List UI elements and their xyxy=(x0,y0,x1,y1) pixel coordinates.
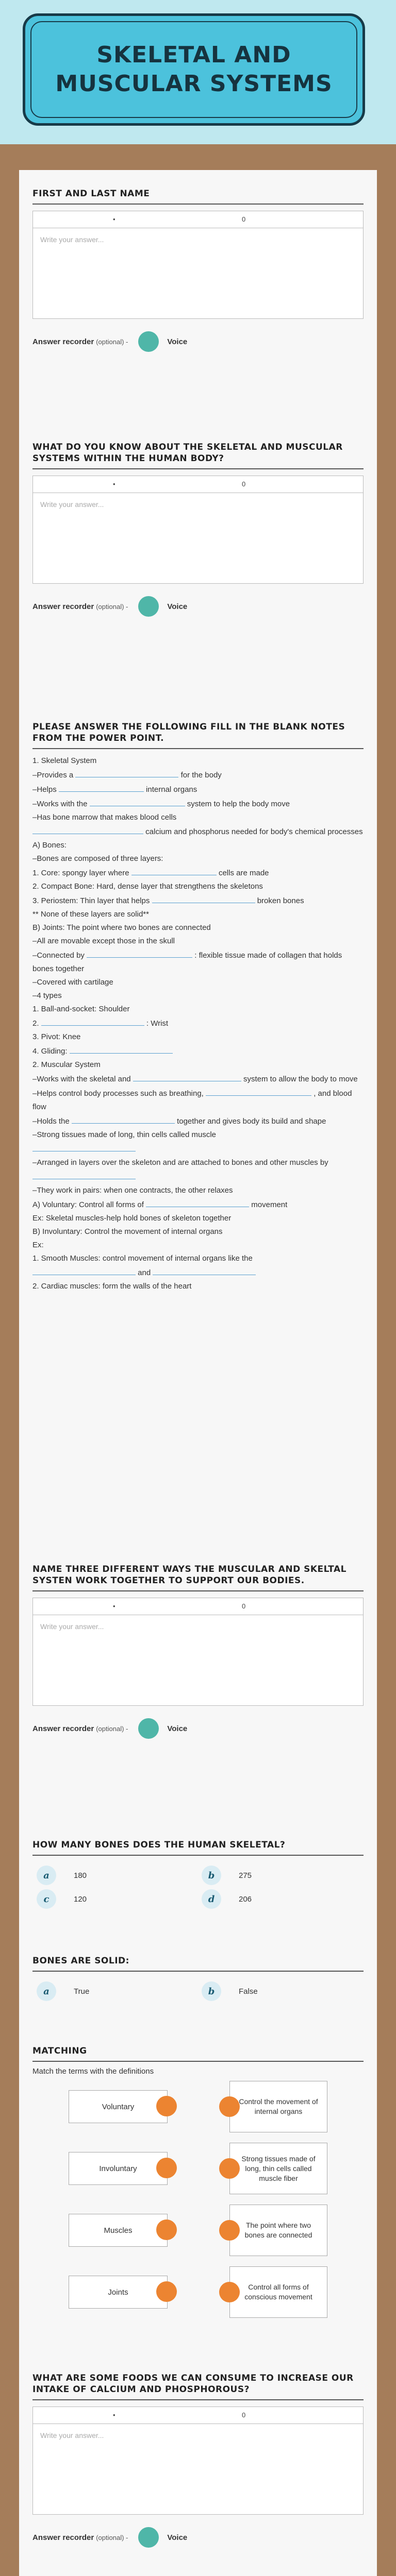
matching-instruction: Match the terms with the definitions xyxy=(32,2067,154,2076)
answer-textarea[interactable] xyxy=(32,2424,364,2515)
recorder-voice-label: Voice xyxy=(167,337,188,346)
answer-toolbar[interactable] xyxy=(32,211,364,228)
fill-blank[interactable] xyxy=(32,1142,136,1151)
fill-blank[interactable] xyxy=(70,1044,173,1054)
fill-blank[interactable] xyxy=(72,1114,175,1124)
notes-line: 2. Compact Bone: Hard, dense layer that strengthens the skeletons xyxy=(32,882,263,891)
recorder-label: Answer recorder xyxy=(32,1724,94,1733)
question-title: WHAT ARE SOME FOODS WE CAN CONSUME TO INCREASE OUR INTAKE OF CALCIUM AND PHOSPHOROUS? xyxy=(32,2372,364,2400)
recorder-voice-label: Voice xyxy=(167,602,188,611)
fill-blank[interactable] xyxy=(87,948,192,958)
question-fill-in-notes xyxy=(32,721,364,1293)
match-handle[interactable] xyxy=(156,2158,177,2178)
option-c[interactable]: c 120 xyxy=(32,1889,197,1909)
recorder-optional: (optional) - xyxy=(96,1724,128,1733)
answer-toolbar[interactable] xyxy=(32,476,364,493)
fill-blank[interactable] xyxy=(59,782,144,792)
notes-line: 3. Pivot: Knee xyxy=(32,1032,81,1041)
notes-body: 1. Skeletal System –Provides a for the body –Helps internal organs –Works with the system to help the body move –Has bone marrow that makes blood cells calcium and phosphorus needed for body's chemical processes A) Bones: –Bones are composed of three layers: 1. Core: spongy layer where cells are made 2. Compact Bone: Hard, dense layer that strengthens the skeletons 3. Periostem: Thin layer that helps broken bones ** None of these layers are solid** B) Joints: The point where two bones are connected –All are movable except those in the skull –Connected by : flexible tissue made of collagen that holds bones together –Covered with cartilage –4 types 1. Ball-and-socket: Shoulder 2. : Wrist 3. Pivot: Knee 4. Gliding: 2. Muscular System –Works with the skeletal and system to allow the body to move –Helps control body processes such as breathing, , and blood flow –Holds the together and gives body its build and shape –Strong tissues made of long, thin cells called muscle –Arranged in layers over the skeleton and are attached to bones and other muscles by –They work in pairs: when one contracts, the other relaxes A) Voluntary: Control all forms of movement Ex: Skeletal muscles-help hold bones of skeleton together B) Involuntary: Control the movement of internal organs Ex: 1. Smooth Muscles: control movement of internal organs like the and 2. Cardiac muscles: form the walls of the heart xyxy=(32,756,363,1291)
notes-line: –Helps xyxy=(32,785,57,794)
notes-line: 1. Skeletal System xyxy=(32,756,97,765)
voice-record-button[interactable] xyxy=(138,331,159,352)
question-work-together xyxy=(32,1564,364,1740)
question-first-last-name xyxy=(32,188,364,353)
match-handle[interactable] xyxy=(156,2219,177,2240)
matching-board xyxy=(32,2081,364,2318)
fill-blank[interactable] xyxy=(153,1265,256,1275)
question-foods-calcium xyxy=(32,2372,364,2549)
answer-placeholder: Write your answer... xyxy=(40,235,104,244)
toolbar-bullet[interactable]: • xyxy=(113,215,116,223)
notes-line: –Bones are composed of three layers: xyxy=(32,854,163,863)
notes-line: –They work in pairs: when one contracts, the other relaxes xyxy=(32,1186,233,1195)
notes-line: –All are movable except those in the skull xyxy=(32,937,175,945)
notes-line: –Arranged in layers over the skeleton and are attached to bones and other muscles by xyxy=(32,1158,328,1167)
question-title: MATCHING xyxy=(32,2045,364,2062)
fill-blank[interactable] xyxy=(32,1170,136,1179)
match-term[interactable]: Joints xyxy=(69,2276,168,2309)
notes-line: 3. Periostem: Thin layer that helps xyxy=(32,896,150,905)
notes-line: 2. xyxy=(32,1019,39,1028)
recorder-voice-label: Voice xyxy=(167,2533,188,2542)
option-a[interactable]: a 180 xyxy=(32,1865,197,1886)
voice-record-button[interactable] xyxy=(138,1718,159,1739)
voice-record-button[interactable] xyxy=(138,2527,159,2548)
notes-line: 4. Gliding: xyxy=(32,1047,68,1056)
match-target[interactable] xyxy=(219,2096,240,2117)
notes-line: –Helps control body processes such as breathing, xyxy=(32,1089,204,1098)
option-d[interactable]: d 206 xyxy=(197,1889,362,1909)
answer-recorder xyxy=(32,1717,364,1740)
fill-blank[interactable] xyxy=(152,893,255,903)
recorder-optional: (optional) - xyxy=(96,2533,128,2541)
question-matching xyxy=(32,2045,364,2318)
recorder-label: Answer recorder xyxy=(32,337,94,346)
answer-textarea[interactable] xyxy=(32,228,364,319)
notes-line: –4 types xyxy=(32,991,62,1000)
question-title: NAME THREE DIFFERENT WAYS THE MUSCULAR AND SKELTAL SYSTEN WORK TOGETHER TO SUPPORT OUR BODIES. xyxy=(32,1564,364,1591)
fill-blank[interactable] xyxy=(32,824,143,834)
answer-recorder xyxy=(32,595,364,618)
match-target[interactable] xyxy=(219,2282,240,2302)
notes-line: 1. Smooth Muscles: control movement of internal organs like the xyxy=(32,1254,253,1263)
match-handle[interactable] xyxy=(156,2096,177,2116)
notes-line: Ex: Skeletal muscles-help hold bones of skeleton together xyxy=(32,1214,232,1223)
recorder-label: Answer recorder xyxy=(32,2533,94,2542)
notes-line: B) Joints: The point where two bones are connected xyxy=(32,923,211,932)
notes-line: 2. Cardiac muscles: form the walls of the heart xyxy=(32,1282,192,1291)
toolbar-counter: 0 xyxy=(242,215,246,223)
question-how-many-bones xyxy=(32,1839,364,1909)
worksheet-paper xyxy=(19,170,377,2576)
notes-line: –Covered with cartilage xyxy=(32,978,113,987)
option-a[interactable]: a True xyxy=(32,1981,197,2002)
toolbar-counter: 0 xyxy=(242,2411,246,2419)
notes-line: –Works with the skeletal and xyxy=(32,1075,131,1083)
question-title: BONES ARE SOLID: xyxy=(32,1955,364,1972)
question-knowledge xyxy=(32,442,364,618)
recorder-label: Answer recorder xyxy=(32,602,94,611)
answer-textarea[interactable] xyxy=(32,493,364,584)
fill-blank[interactable] xyxy=(133,1072,241,1081)
option-b[interactable]: b False xyxy=(197,1981,362,2002)
fill-blank[interactable] xyxy=(90,796,185,806)
answer-toolbar[interactable] xyxy=(32,2406,364,2424)
notes-line: ** None of these layers are solid** xyxy=(32,910,149,919)
fill-blank[interactable] xyxy=(75,768,178,777)
fill-blank[interactable] xyxy=(131,866,217,875)
question-title: PLEASE ANSWER THE FOLLOWING FILL IN THE BLANK NOTES FROM THE POWER POINT. xyxy=(32,721,364,749)
match-definition[interactable]: Control all forms of conscious movement xyxy=(229,2266,327,2318)
fill-blank[interactable] xyxy=(206,1086,311,1096)
recorder-optional: (optional) - xyxy=(96,602,128,611)
answer-recorder xyxy=(32,330,364,353)
notes-line: Ex: xyxy=(32,1241,44,1249)
fill-blank[interactable] xyxy=(32,1265,136,1275)
question-bones-solid xyxy=(32,1955,364,2002)
notes-line: –Works with the xyxy=(32,800,88,808)
match-definition[interactable]: Strong tissues made of long, thin cells called muscle fiber xyxy=(229,2143,327,2194)
recorder-voice-label: Voice xyxy=(167,1724,188,1733)
notes-line: 1. Ball-and-socket: Shoulder xyxy=(32,1005,130,1013)
answer-placeholder: Write your answer... xyxy=(40,500,104,509)
answer-toolbar[interactable] xyxy=(32,1598,364,1615)
match-term[interactable]: Involuntary xyxy=(69,2152,168,2185)
match-term[interactable]: Muscles xyxy=(69,2214,168,2247)
title-banner xyxy=(23,13,365,126)
match-definition[interactable]: The point where two bones are connected xyxy=(229,2205,327,2256)
match-definition[interactable]: Control the movement of internal organs xyxy=(229,2081,327,2132)
match-handle[interactable] xyxy=(156,2281,177,2302)
question-title: HOW MANY BONES DOES THE HUMAN SKELETAL? xyxy=(32,1839,364,1856)
toolbar-bullet[interactable]: • xyxy=(113,1602,116,1610)
notes-line: 2. Muscular System xyxy=(32,1060,101,1069)
recorder-optional: (optional) - xyxy=(96,337,128,346)
fill-blank[interactable] xyxy=(146,1197,249,1207)
notes-line: 1. Core: spongy layer where xyxy=(32,869,129,877)
toolbar-counter: 0 xyxy=(242,1602,246,1610)
fill-blank[interactable] xyxy=(41,1016,144,1026)
page-title: SKELETAL AND MUSCULAR SYSTEMS xyxy=(55,42,333,97)
notes-line: –Strong tissues made of long, thin cells called muscle xyxy=(32,1130,217,1139)
question-title: WHAT DO YOU KNOW ABOUT THE SKELETAL AND MUSCULAR SYSTEMS WITHIN THE HUMAN BODY? xyxy=(32,442,364,469)
voice-record-button[interactable] xyxy=(138,596,159,617)
notes-line: B) Involuntary: Control the movement of internal organs xyxy=(32,1227,223,1236)
notes-line: –Provides a xyxy=(32,771,74,779)
match-target[interactable] xyxy=(219,2158,240,2179)
notes-line: –Connected by xyxy=(32,951,85,960)
answer-placeholder: Write your answer... xyxy=(40,2431,104,2439)
option-b[interactable]: b 275 xyxy=(197,1865,362,1886)
answer-placeholder: Write your answer... xyxy=(40,1622,104,1631)
match-target[interactable] xyxy=(219,2220,240,2241)
notes-line: –Holds the xyxy=(32,1117,70,1126)
question-title: FIRST AND LAST NAME xyxy=(32,188,364,205)
notes-line: A) Voluntary: Control all forms of xyxy=(32,1200,144,1209)
answer-textarea[interactable] xyxy=(32,1615,364,1706)
notes-line: –Has bone marrow that makes blood cells xyxy=(32,813,177,822)
toolbar-bullet[interactable]: • xyxy=(113,480,116,488)
notes-line: A) Bones: xyxy=(32,841,67,850)
match-term[interactable]: Voluntary xyxy=(69,2090,168,2123)
toolbar-counter: 0 xyxy=(242,480,246,488)
toolbar-bullet[interactable]: • xyxy=(113,2411,116,2419)
answer-recorder xyxy=(32,2526,364,2549)
